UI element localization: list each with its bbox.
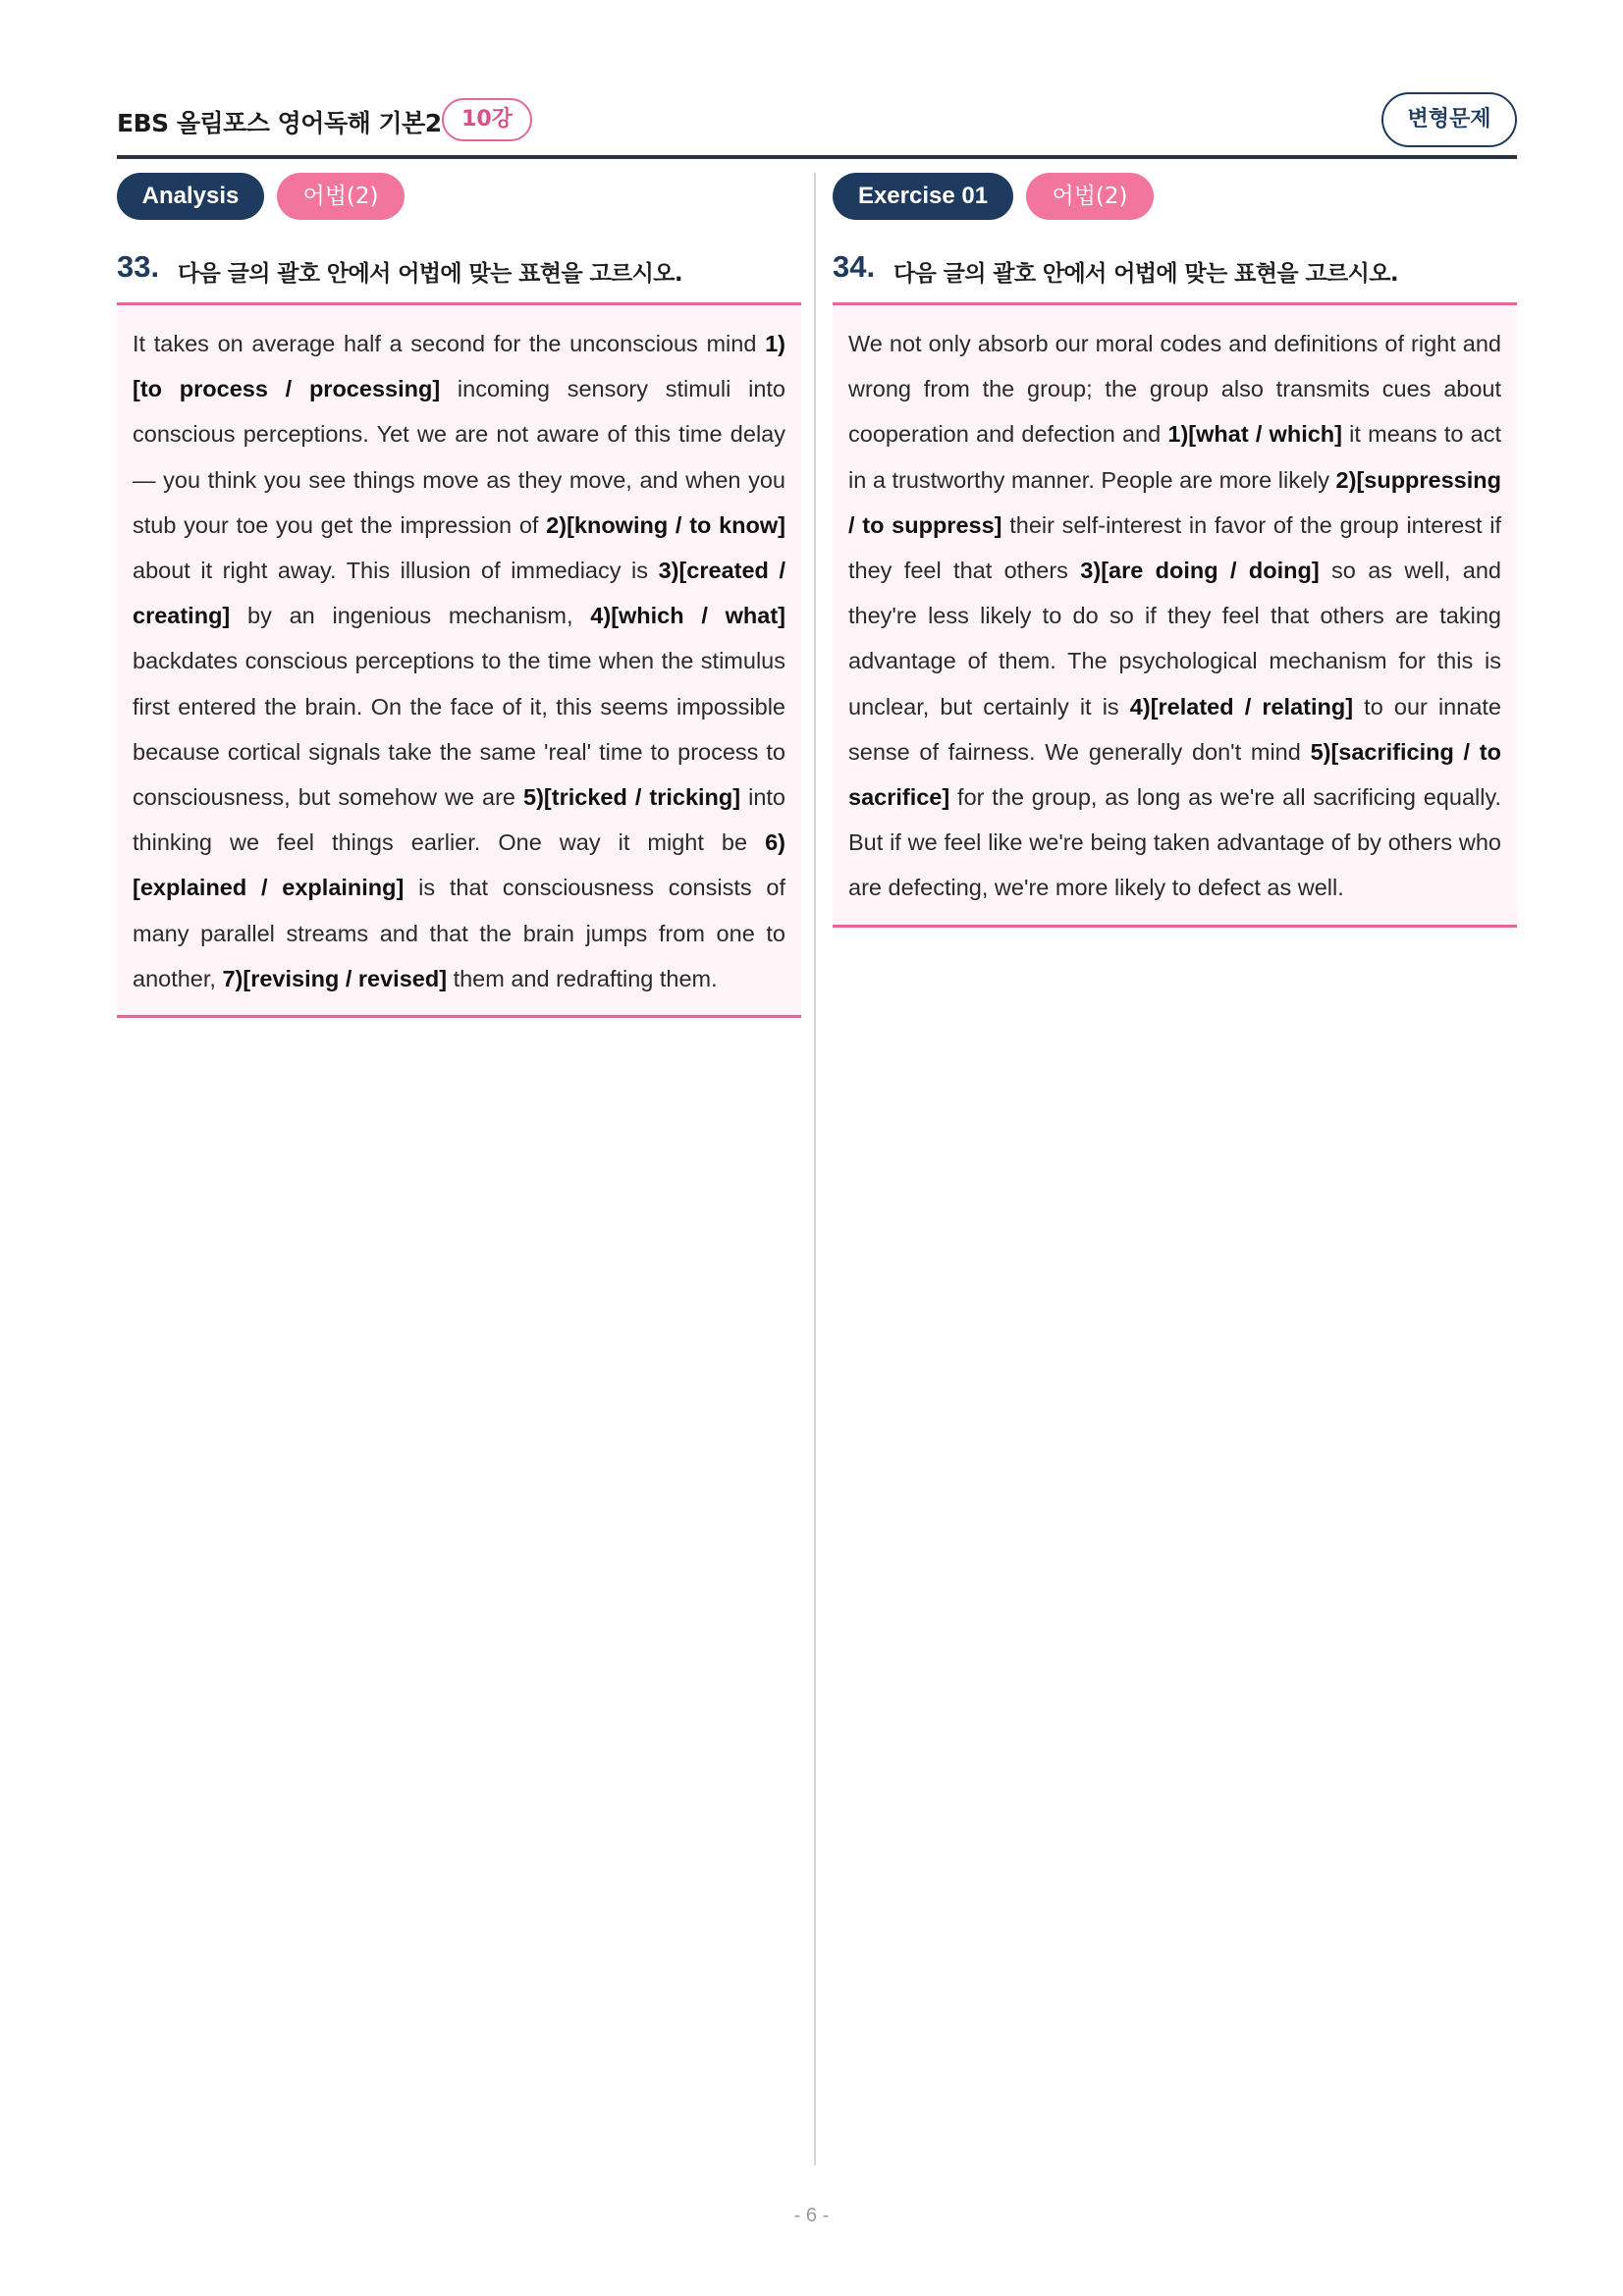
- passage-text: to our innate sense of fairness. We generally don't mind: [848, 693, 1501, 765]
- question-text: 다음 글의 괄호 안에서 어법에 맞는 표현을 고르시오.: [178, 261, 682, 287]
- question-number: 33.: [117, 249, 160, 284]
- column-divider: [814, 173, 816, 2165]
- passage-box: [833, 305, 1517, 928]
- header-divider: [117, 155, 1517, 159]
- answer-choice: 2)[knowing / to know]: [546, 511, 786, 538]
- question-text: 다음 글의 괄호 안에서 어법에 맞는 표현을 고르시오.: [893, 261, 1398, 287]
- answer-choice: 4)[related / relating]: [1129, 693, 1354, 720]
- answer-choice: 2)[suppressing / to suppress]: [848, 466, 1501, 538]
- question-type-badge: 변형문제: [1381, 92, 1517, 147]
- page-number: - 6 -: [793, 2205, 830, 2226]
- section-label-exercise: Exercise 01: [833, 173, 1013, 220]
- answer-choice: 3)[created / creating]: [133, 558, 785, 629]
- book-title: EBS 올림포스 영어독해 기본2: [117, 109, 442, 137]
- answer-choice: 6)[explained / explaining]: [133, 829, 785, 901]
- passage-text: it means to act in a trustworthy manner. People are more likely: [848, 421, 1501, 493]
- question-34: [833, 249, 1517, 305]
- passage-text: for the group, as long as we're all sacrificing equally. But if we feel like we're being taken advantage of by others who are defecting, we're more likely to defect as well.: [848, 784, 1501, 901]
- passage-text: incoming sensory stimuli into conscious perceptions. Yet we are not aware of this time delay — you think you see things move as they move, and when you stub your toe you get the impression of: [133, 376, 785, 538]
- answer-choice: 7)[revising / revised]: [222, 965, 448, 991]
- answer-choice: 5)[sacrificing / to sacrifice]: [848, 738, 1501, 811]
- lesson-badge: 10강: [442, 98, 532, 141]
- page-header: [117, 92, 1517, 161]
- topic-label: 어법(2): [1026, 173, 1154, 220]
- passage-text: about it right away. This illusion of immediacy is: [133, 558, 659, 584]
- answer-choice: 3)[are doing / doing]: [1080, 558, 1320, 584]
- question-number: 34.: [833, 249, 876, 284]
- passage-box: [117, 305, 801, 1018]
- passage-text: is that consciousness consists of many parallel streams and that the brain jumps from one to another,: [133, 875, 785, 991]
- left-column: [117, 173, 801, 1018]
- passage-text: We not only absorb our moral codes and definitions of right and wrong from the group; the group also transmits cues about cooperation and defection and: [848, 331, 1501, 448]
- passage-text: their self-interest in favor of the group interest if they feel that others: [848, 511, 1501, 584]
- section-label-analysis: Analysis: [117, 173, 264, 220]
- passage-text: backdates conscious perceptions to the time when the stimulus first entered the brain. On the face of it, this seems impossible because cortical signals take the same 'real' time to process to consciousness, but somehow we are: [133, 648, 785, 811]
- passage-text: them and redrafting them.: [447, 965, 718, 991]
- answer-choice: 4)[which / what]: [590, 603, 786, 629]
- question-33: [117, 249, 801, 305]
- topic-label: 어법(2): [277, 173, 405, 220]
- left-labels: [117, 173, 801, 220]
- right-labels: [833, 173, 1517, 220]
- right-column: [833, 173, 1517, 928]
- answer-choice: 1)[what / which]: [1167, 421, 1342, 448]
- passage-text: It takes on average half a second for the unconscious mind: [133, 331, 766, 356]
- passage-text: so as well, and they're less likely to do so if they feel that others are taking advantage of them. The psychological mechanism for this is unclear, but certainly it is: [848, 558, 1502, 720]
- answer-choice: 1)[to process / processing]: [133, 331, 785, 402]
- passage-text: into thinking we feel things earlier. One way it might be: [133, 784, 786, 856]
- passage-text: by an ingenious mechanism,: [230, 603, 591, 629]
- answer-choice: 5)[tricked / tricking]: [523, 784, 741, 811]
